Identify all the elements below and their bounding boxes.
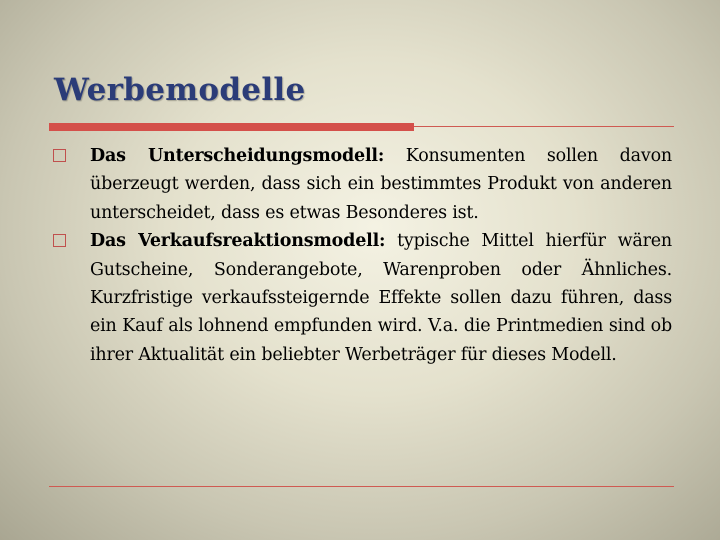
- bullet-term: Das Unterscheidungsmodell:: [90, 146, 385, 166]
- bottom-divider: [49, 486, 674, 487]
- square-bullet-icon: [53, 234, 66, 247]
- bullet-list: [52, 142, 672, 369]
- bullet-text: [90, 227, 672, 369]
- bullet-item: [52, 227, 672, 369]
- title-accent-bar: [49, 123, 414, 131]
- bullet-description: typische Mittel hierfür wären Gutscheine, Sonderangebote, Warenproben oder Ähnliches. Kurzfristige verkaufssteigernde Effekte sollen dazu führen, dass ein Kauf als lohnend empfunden wird. V.a. die Printmedien sind ob ihrer Aktualität ein beliebter Werbeträger für dieses Modell.: [90, 231, 672, 365]
- bullet-term: Das Verkaufsreaktionsmodell:: [90, 231, 386, 252]
- slide-title: Werbemodelle: [54, 72, 306, 108]
- bullet-text: [90, 142, 672, 227]
- square-bullet-icon: [53, 149, 66, 162]
- bullet-description: Konsumenten sollen davon überzeugt werden, dass sich ein bestimmtes Produkt von anderen unterscheidet, dass es etwas Besonderes ist.: [90, 146, 672, 223]
- bullet-item: [52, 142, 672, 227]
